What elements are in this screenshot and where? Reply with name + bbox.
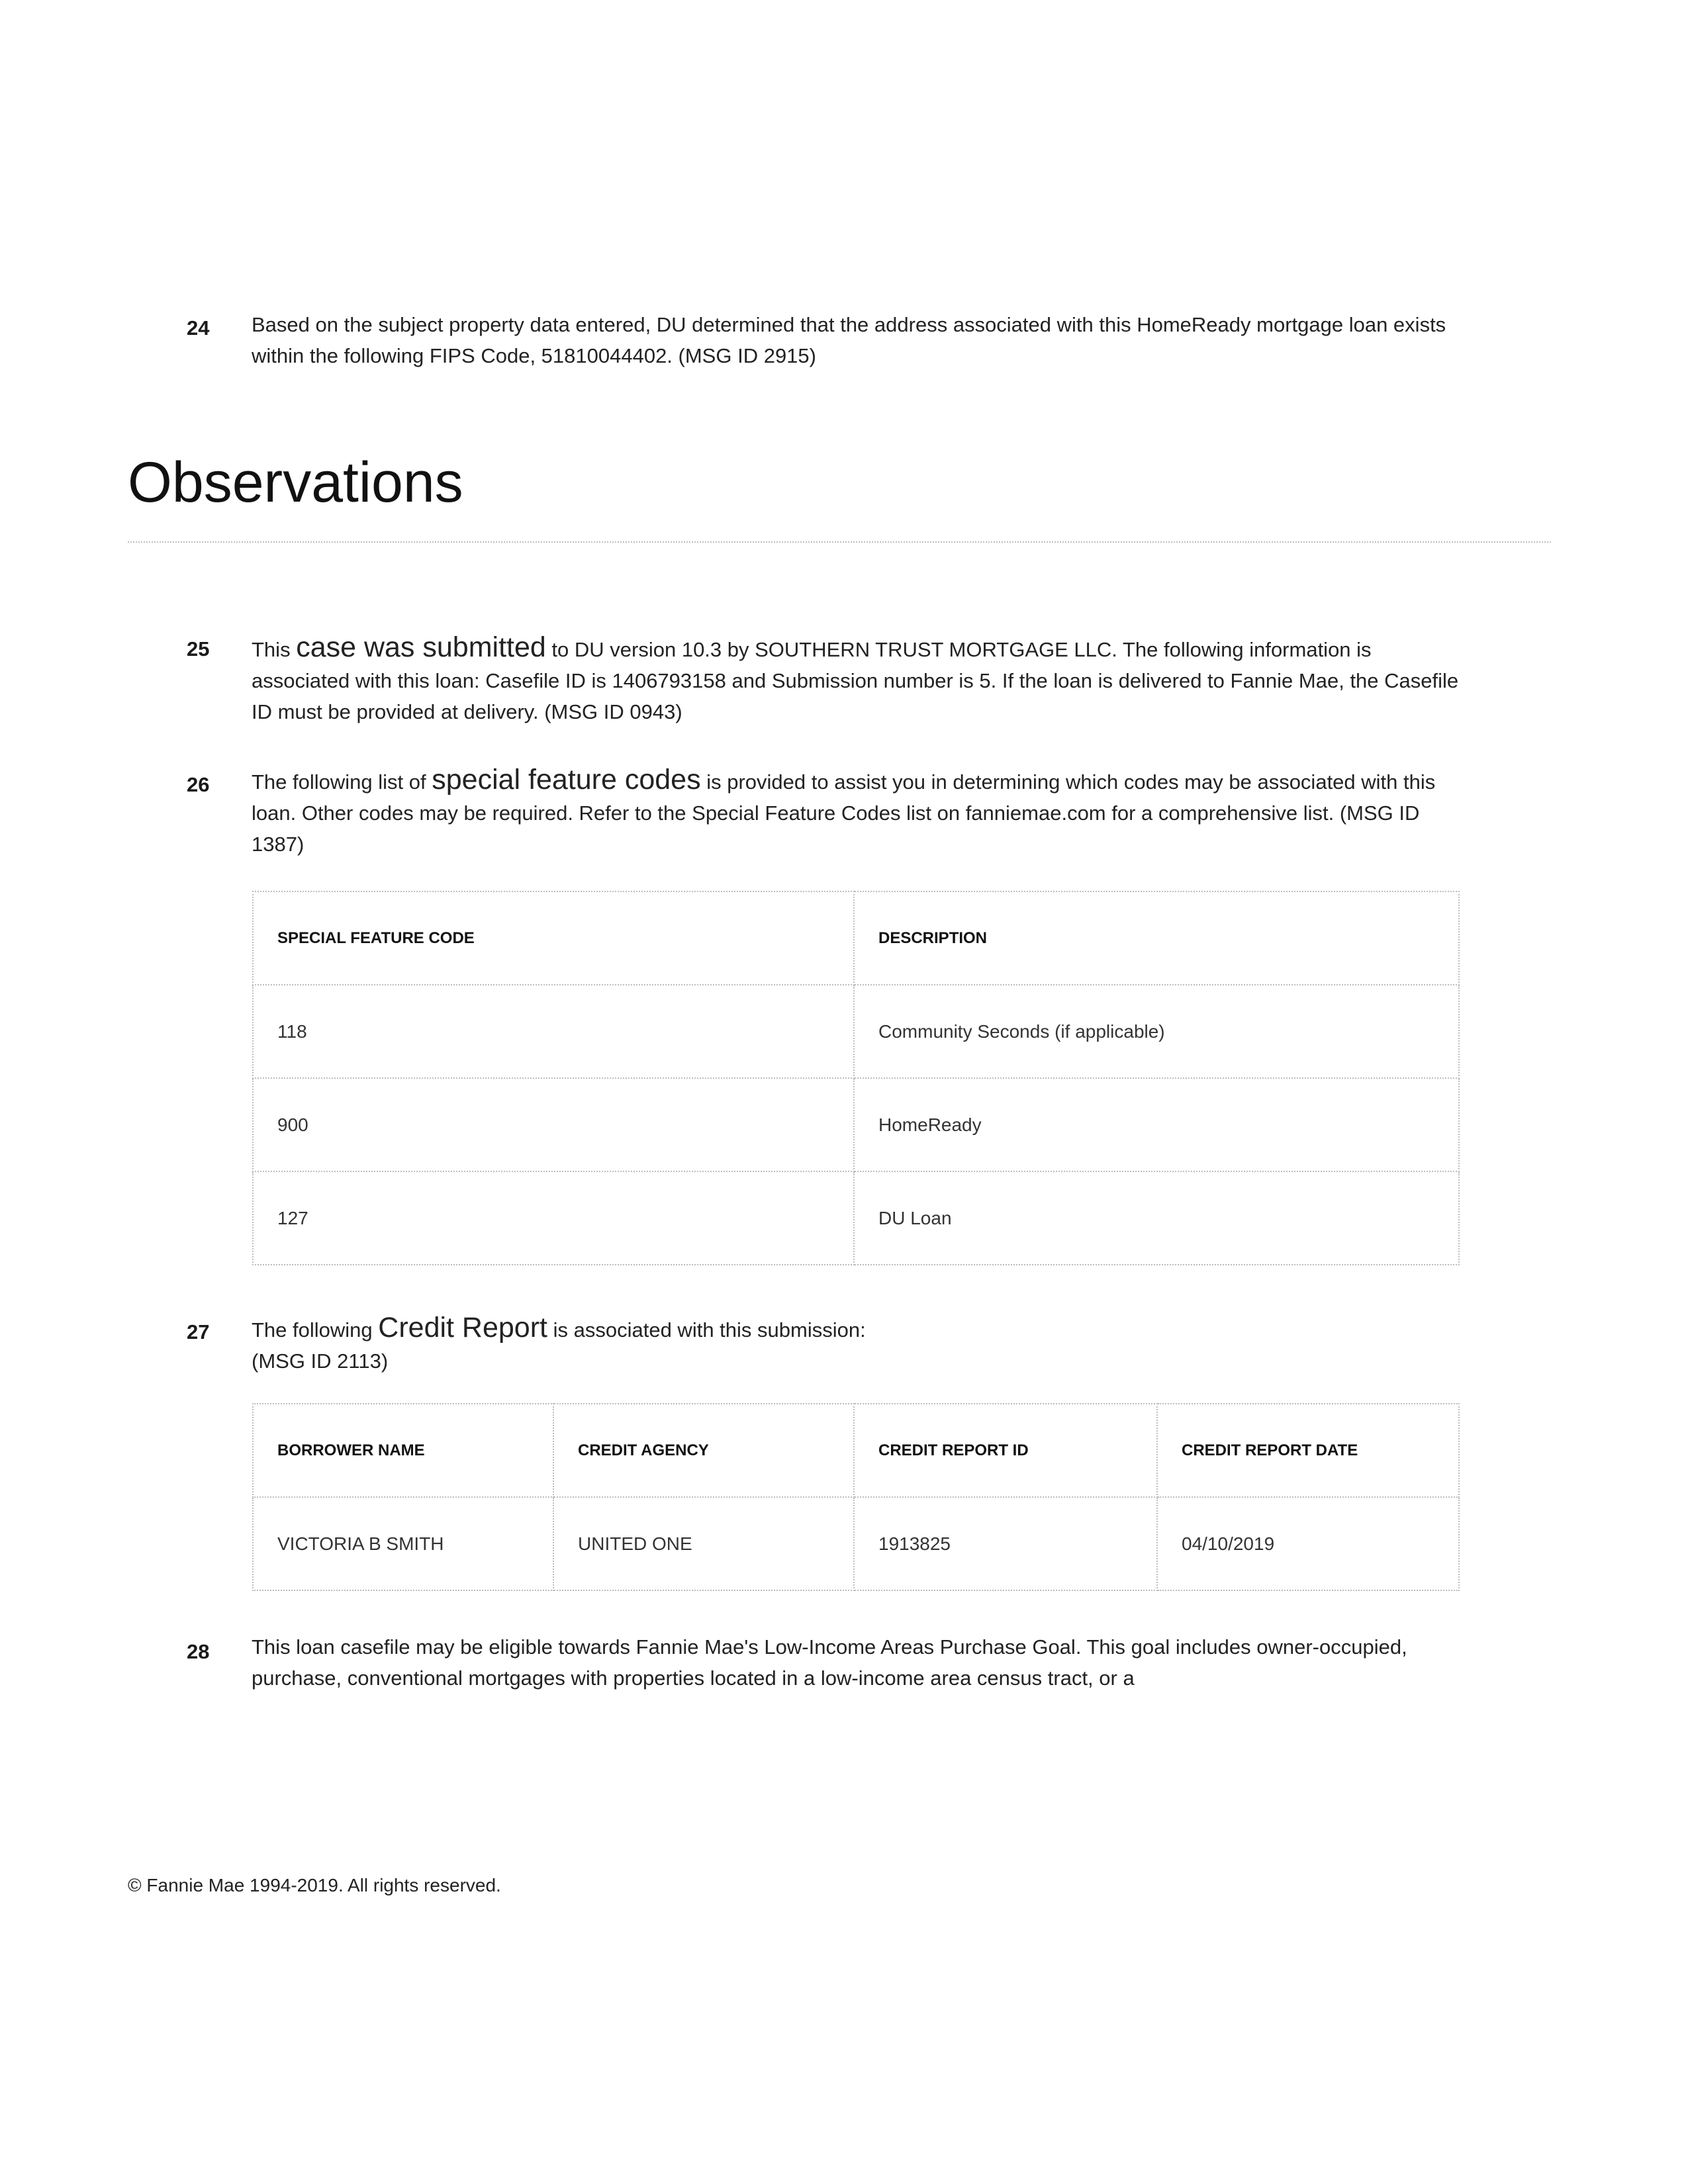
item-number-27: 27	[187, 1320, 210, 1343]
item-27-text-pre: The following	[252, 1318, 379, 1342]
credit-report-table	[252, 1403, 1460, 1591]
section-divider	[128, 541, 1551, 543]
copyright-footer: © Fannie Mae 1994-2019. All rights reserved.	[128, 1875, 501, 1895]
item-26-text-post: is provided to assist you in determining which codes may be associated with this loan. Other codes may be required. Refer to the Special Feature Codes list on fanniemae.com for a comprehensive list. (MSG ID 1387)	[252, 770, 1436, 856]
item-text-28: This loan casefile may be eligible towards Fannie Mae's Low-Income Areas Purchase Goal. This goal includes owner-occupied, purchase, conventional mortgages with properties located in a low-income area census tract, or a	[252, 1635, 1407, 1690]
table-header-row	[253, 891, 1459, 985]
item-27-emphasis: Credit Report	[378, 1312, 547, 1343]
column-header-borrower-name: BORROWER NAME	[253, 1404, 553, 1497]
feature-code-cell: 900	[253, 1078, 854, 1171]
item-text-24: Based on the subject property data entered, DU determined that the address associated with this HomeReady mortgage loan exists within the following FIPS Code, 51810044402. (MSG ID 2915)	[252, 313, 1446, 367]
item-number-26: 26	[187, 773, 210, 796]
item-text-25	[252, 632, 1463, 727]
special-feature-code-table	[252, 891, 1460, 1265]
column-header-credit-agency: CREDIT AGENCY	[553, 1404, 854, 1497]
credit-report-date-cell: 04/10/2019	[1157, 1497, 1459, 1590]
table-row	[253, 985, 1459, 1078]
credit-agency-cell: UNITED ONE	[553, 1497, 854, 1590]
item-number-25: 25	[187, 637, 210, 660]
column-header-code: SPECIAL FEATURE CODE	[253, 891, 854, 985]
column-header-credit-report-date: CREDIT REPORT DATE	[1157, 1404, 1459, 1497]
section-title-observations: Observations	[128, 451, 463, 514]
item-text-26	[252, 764, 1463, 860]
item-25-text-post: to DU version 10.3 by SOUTHERN TRUST MORTGAGE LLC. The following information is associated with this loan: Casefile ID is 1406793158 and Submission number is 5. If the loan is delivered to Fannie Mae, the Casefile ID must be provided at delivery. (MSG ID 0943)	[252, 638, 1459, 723]
item-25-emphasis: case was submitted	[296, 631, 546, 663]
item-27-msg-id: (MSG ID 2113)	[252, 1349, 389, 1373]
item-26-emphasis: special feature codes	[432, 764, 701, 796]
item-number-28: 28	[187, 1640, 210, 1663]
item-number-24: 24	[187, 316, 210, 340]
feature-description-cell: DU Loan	[854, 1171, 1459, 1265]
feature-code-cell: 118	[253, 985, 854, 1078]
table-row	[253, 1078, 1459, 1171]
item-27-text-post: is associated with this submission:	[547, 1318, 866, 1342]
feature-code-cell: 127	[253, 1171, 854, 1265]
table-header-row	[253, 1404, 1459, 1497]
feature-description-cell: Community Seconds (if applicable)	[854, 985, 1459, 1078]
table-row	[253, 1171, 1459, 1265]
item-text-27	[252, 1312, 1463, 1377]
credit-report-id-cell: 1913825	[854, 1497, 1157, 1590]
item-26-text-pre: The following list of	[252, 770, 432, 794]
item-25-text-pre: This	[252, 638, 297, 661]
column-header-credit-report-id: CREDIT REPORT ID	[854, 1404, 1157, 1497]
table-row	[253, 1497, 1459, 1590]
column-header-description: DESCRIPTION	[854, 891, 1459, 985]
feature-description-cell: HomeReady	[854, 1078, 1459, 1171]
borrower-name-cell: VICTORIA B SMITH	[253, 1497, 553, 1590]
